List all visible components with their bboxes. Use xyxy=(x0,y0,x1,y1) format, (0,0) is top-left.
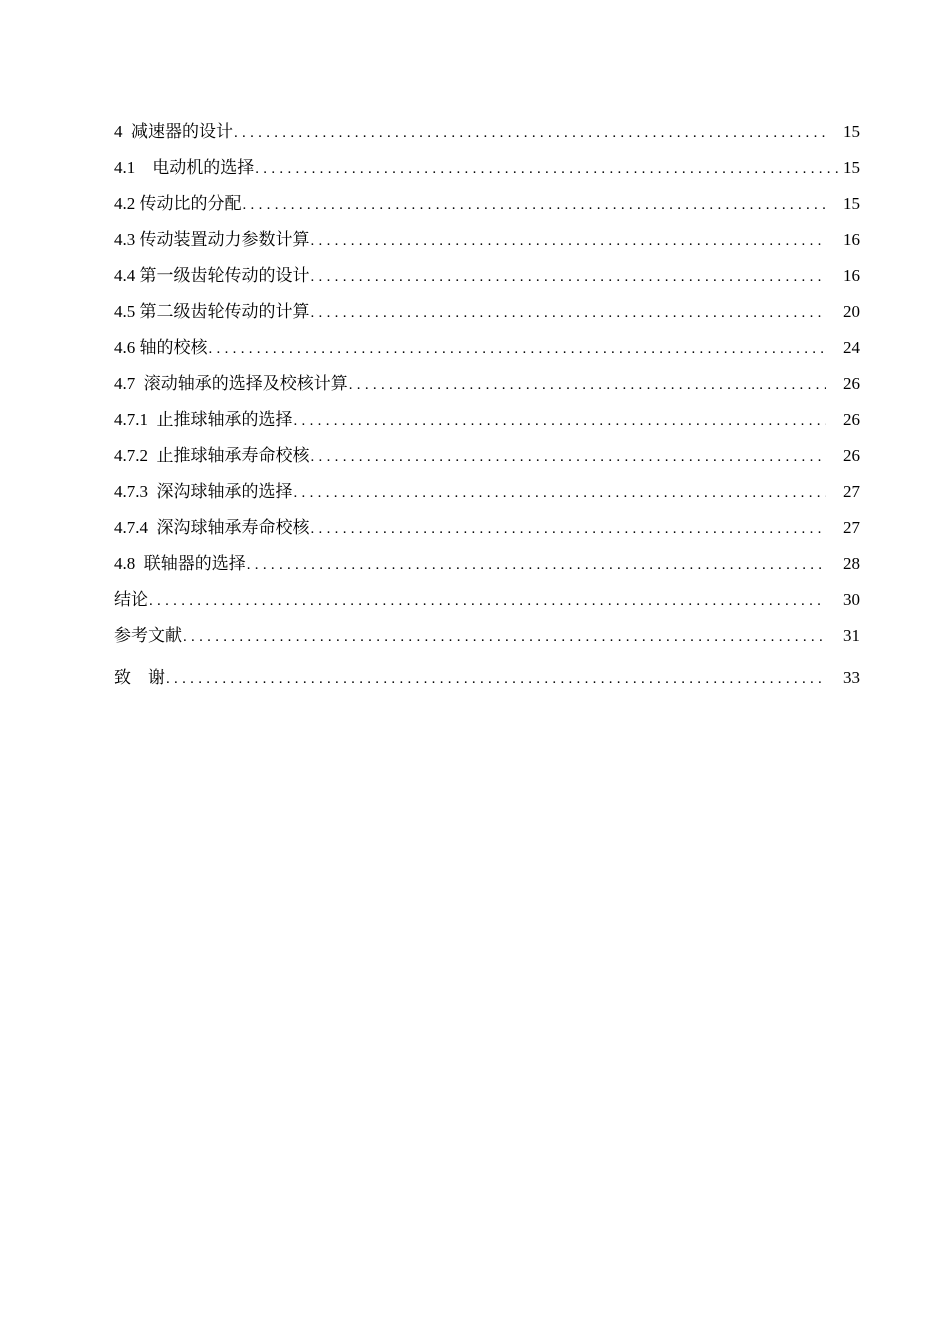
toc-entry-4-3[interactable] xyxy=(114,222,860,258)
toc-dot-leader xyxy=(310,439,827,475)
toc-entry-page: 15 xyxy=(843,122,860,141)
toc-entry-page: 16 xyxy=(843,266,860,285)
toc-entry-label: 4.1 电动机的选择 xyxy=(114,158,255,177)
toc-dot-leader xyxy=(293,475,827,511)
toc-dot-leader xyxy=(246,547,826,583)
toc-entry-label: 致 谢 xyxy=(114,668,165,687)
toc-entry-4-4[interactable] xyxy=(114,258,860,294)
toc-entry-4-6[interactable] xyxy=(114,330,860,366)
toc-entry-label: 4.3 传动装置动力参数计算 xyxy=(114,230,310,249)
toc-entry-label: 4.7 滚动轴承的选择及校核计算 xyxy=(114,374,348,393)
toc-entry-page: 16 xyxy=(843,230,860,249)
toc-entry-page: 26 xyxy=(843,410,860,429)
toc-entry-page: 26 xyxy=(843,446,860,465)
toc-entry-page: 33 xyxy=(843,668,860,687)
toc-entry-references[interactable] xyxy=(114,618,860,654)
toc-dot-leader xyxy=(293,403,827,439)
toc-entry-4-7-2[interactable] xyxy=(114,438,860,474)
toc-dot-leader xyxy=(310,223,827,259)
toc-entry-label: 4.7.1 止推球轴承的选择 xyxy=(114,410,293,429)
toc-dot-leader xyxy=(242,187,827,223)
toc-entry-4-8[interactable] xyxy=(114,546,860,582)
toc-entry-label: 参考文献 xyxy=(114,626,182,645)
toc-entry-page: 15 xyxy=(843,194,860,213)
toc-dot-leader xyxy=(254,151,838,187)
toc-entry-label: 4.7.2 止推球轴承寿命校核 xyxy=(114,446,310,465)
toc-entry-4-5[interactable] xyxy=(114,294,860,330)
toc-entry-label: 4 减速器的设计 xyxy=(114,122,233,141)
toc-entry-4-2[interactable] xyxy=(114,186,860,222)
toc-entry-label: 4.4 第一级齿轮传动的设计 xyxy=(114,266,310,285)
toc-entry-page: 31 xyxy=(843,626,860,645)
toc-dot-leader xyxy=(165,655,826,703)
toc-entry-label: 4.7.4 深沟球轴承寿命校核 xyxy=(114,518,310,537)
toc-entry-label: 结论 xyxy=(114,590,148,609)
toc-entry-4-7[interactable] xyxy=(114,366,860,402)
toc-entry-page: 24 xyxy=(843,338,860,357)
toc-entry-page: 30 xyxy=(843,590,860,609)
toc-entry-4-7-4[interactable] xyxy=(114,510,860,546)
toc-dot-leader xyxy=(310,259,827,295)
toc-entry-page: 15 xyxy=(843,158,860,177)
toc-dot-leader xyxy=(348,367,826,403)
toc-entry-page: 27 xyxy=(843,518,860,537)
toc-entry-label: 4.7.3 深沟球轴承的选择 xyxy=(114,482,293,501)
toc-entry-label: 4.2 传动比的分配 xyxy=(114,194,242,213)
toc-dot-leader xyxy=(233,115,826,151)
toc-entry-label: 4.5 第二级齿轮传动的计算 xyxy=(114,302,310,321)
toc-entry-label: 4.8 联轴器的选择 xyxy=(114,554,246,573)
toc-dot-leader xyxy=(148,583,826,619)
toc-entry-acknowledgements[interactable] xyxy=(114,654,860,694)
toc-entry-4-7-1[interactable] xyxy=(114,402,860,438)
toc-entry-4-7-3[interactable] xyxy=(114,474,860,510)
toc-dot-leader xyxy=(208,331,827,367)
toc-entry-label: 4.6 轴的校核 xyxy=(114,338,208,357)
toc-entry-page: 28 xyxy=(843,554,860,573)
toc-dot-leader xyxy=(310,511,827,547)
toc-entry-4-1[interactable] xyxy=(114,150,860,186)
toc-entry-page: 27 xyxy=(843,482,860,501)
toc-entry-conclusion[interactable] xyxy=(114,582,860,618)
toc-entry-4[interactable] xyxy=(114,114,860,150)
table-of-contents xyxy=(114,114,860,694)
toc-entry-page: 20 xyxy=(843,302,860,321)
toc-dot-leader xyxy=(310,295,827,331)
toc-dot-leader xyxy=(182,619,826,655)
toc-entry-page: 26 xyxy=(843,374,860,393)
